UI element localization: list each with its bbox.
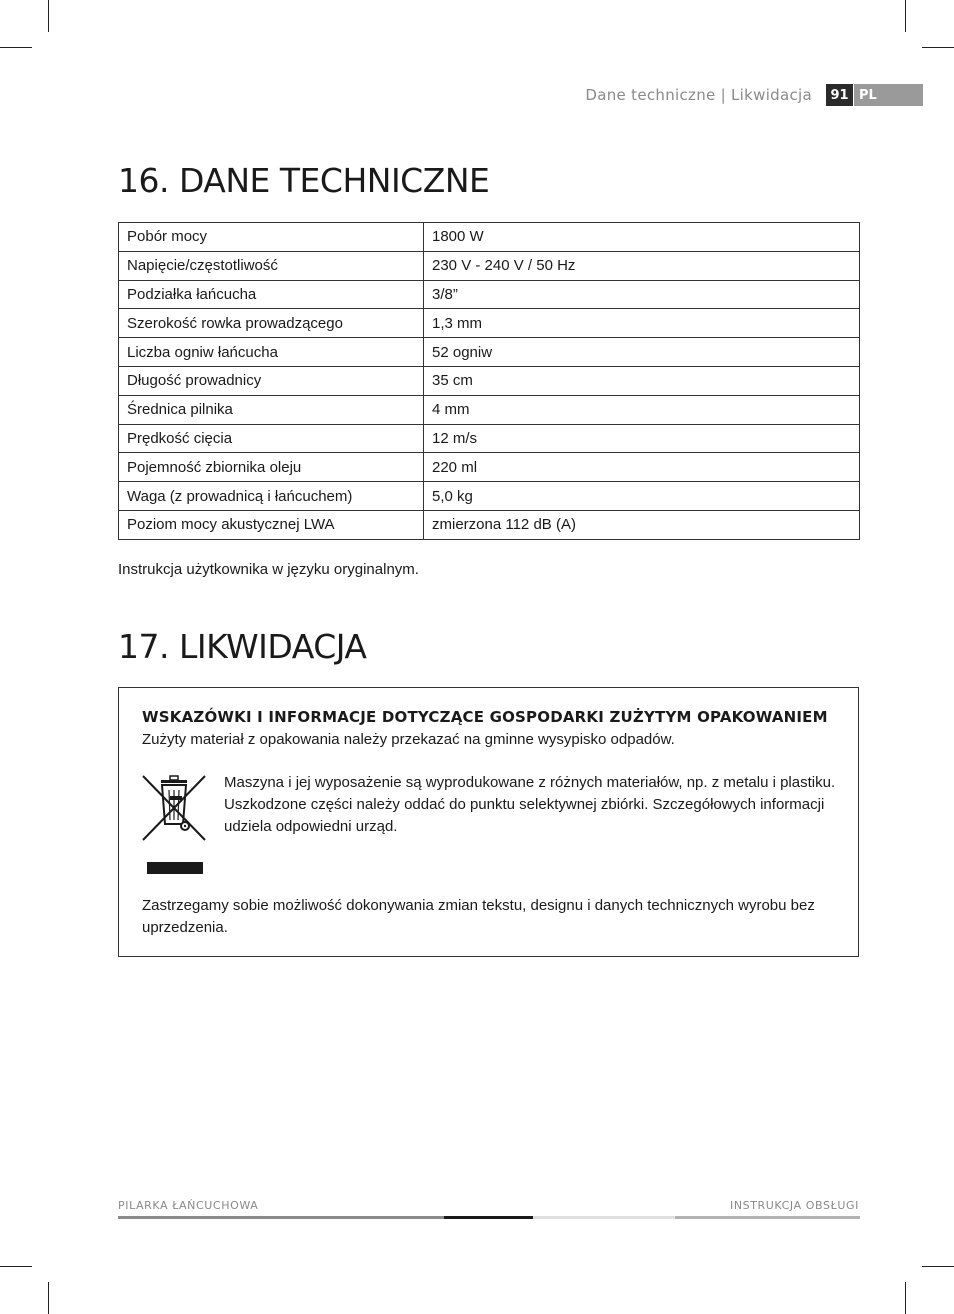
footer-bar-segment <box>533 1216 675 1219</box>
machine-disposal-text: Maszyna i jej wyposażenie są wyprodukowane z różnych materiałów, np. z metalu i plastiku. Uszkodzone części należy oddać do punktu selektywnej zbiórki. Szczegółowych informacji udziela odpowiedni urząd. <box>224 774 836 835</box>
table-row <box>119 395 860 424</box>
spec-label: Poziom mocy akustycznej LWA <box>119 510 424 539</box>
disposal-heading: 17. LIKWIDACJA <box>118 627 367 666</box>
spec-value: 3/8” <box>424 280 860 309</box>
page-number: 91 <box>826 84 853 106</box>
tech-heading: 16. DANE TECHNICZNE <box>118 161 490 200</box>
crop-mark <box>922 47 954 48</box>
crop-mark <box>905 0 906 32</box>
original-language-note: Instrukcja użytkownika w języku oryginalnym. <box>118 561 419 578</box>
table-row <box>119 280 860 309</box>
table-row <box>119 482 860 511</box>
spec-label: Waga (z prowadnicą i łańcuchem) <box>119 482 424 511</box>
spec-value: zmierzona 112 dB (A) <box>424 510 860 539</box>
spec-value: 1,3 mm <box>424 309 860 338</box>
table-row <box>119 338 860 367</box>
spec-label: Napięcie/częstotliwość <box>119 251 424 280</box>
footer-bar-segment <box>118 1216 444 1219</box>
disposal-box <box>118 687 859 957</box>
spec-value: 230 V - 240 V / 50 Hz <box>424 251 860 280</box>
spec-label: Długość prowadnicy <box>119 366 424 395</box>
spec-label: Średnica pilnika <box>119 395 424 424</box>
footer-doc-type: INSTRUKCJA OBSŁUGI <box>729 1199 859 1212</box>
table-row <box>119 366 860 395</box>
packaging-text: Zużyty materiał z opakowania należy przekazać na gminne wysypisko odpadów. <box>142 731 675 748</box>
footer-product-name: PILARKA ŁAŃCUCHOWA <box>118 1199 259 1212</box>
disposal-box-heading: WSKAZÓWKI I INFORMACJE DOTYCZĄCE GOSPODARKI ZUŻYTYM OPAKOWANIEM <box>142 708 828 726</box>
spec-value: 5,0 kg <box>424 482 860 511</box>
table-row <box>119 453 860 482</box>
spec-label: Podziałka łańcucha <box>119 280 424 309</box>
crop-mark <box>922 1266 954 1267</box>
crop-mark <box>0 47 32 48</box>
spec-value: 35 cm <box>424 366 860 395</box>
language-badge: PL <box>854 84 923 106</box>
footer-bar-segment <box>444 1216 533 1219</box>
specs-table <box>118 222 860 540</box>
spec-value: 1800 W <box>424 223 860 252</box>
table-row <box>119 510 860 539</box>
header-section-title: Dane techniczne | Likwidacja <box>585 86 812 104</box>
table-row <box>119 424 860 453</box>
crop-mark <box>48 1282 49 1314</box>
spec-label: Prędkość cięcia <box>119 424 424 453</box>
table-row <box>119 223 860 252</box>
spec-label: Pobór mocy <box>119 223 424 252</box>
crop-mark <box>48 0 49 32</box>
spec-value: 52 ogniw <box>424 338 860 367</box>
spec-value: 220 ml <box>424 453 860 482</box>
table-row <box>119 251 860 280</box>
reserve-rights-text: Zastrzegamy sobie możliwość dokonywania zmian tekstu, designu i danych technicznych wyrobu bez uprzedzenia. <box>142 897 815 936</box>
crossed-bin-icon <box>139 774 209 876</box>
crop-mark <box>0 1266 32 1267</box>
footer-bar-segment <box>675 1216 860 1219</box>
spec-label: Pojemność zbiornika oleju <box>119 453 424 482</box>
spec-value: 4 mm <box>424 395 860 424</box>
spec-label: Szerokość rowka prowadzącego <box>119 309 424 338</box>
spec-value: 12 m/s <box>424 424 860 453</box>
crop-mark <box>905 1282 906 1314</box>
spec-label: Liczba ogniw łańcucha <box>119 338 424 367</box>
table-row <box>119 309 860 338</box>
